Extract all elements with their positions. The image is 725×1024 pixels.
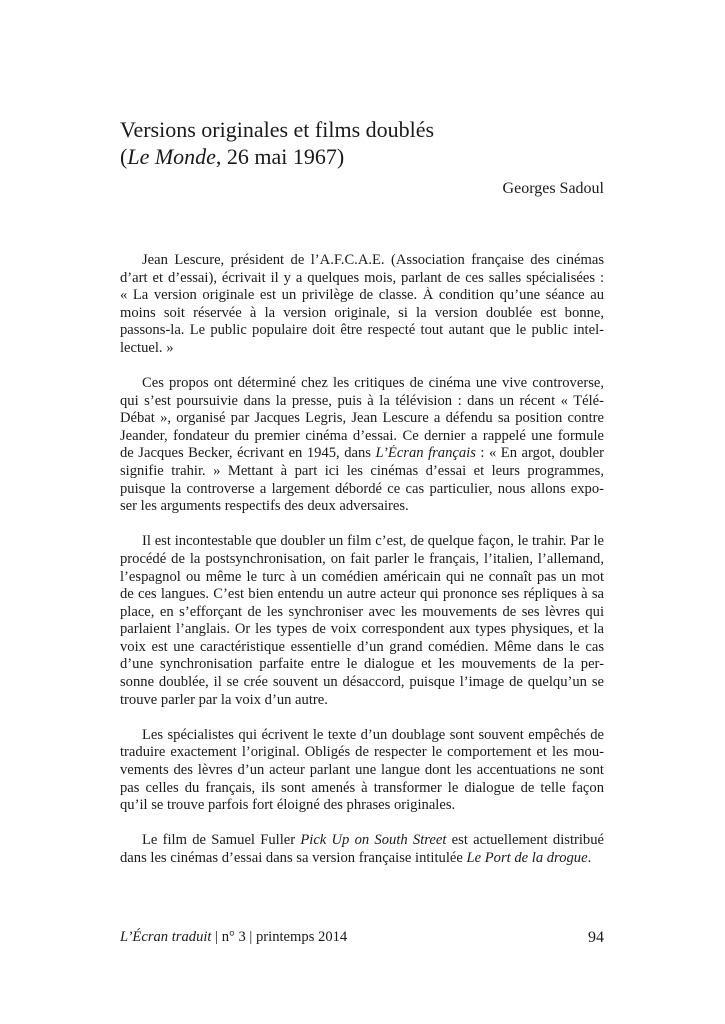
text-line	[120, 463, 604, 481]
text-span: d’une synchronisation parfaite entre le dialogue et les mouvements de la per-	[120, 656, 604, 673]
text-span: Jeander, fondateur du premier cinéma d’essai. Ce dernier a rappelé une formule	[120, 427, 604, 444]
text-span: Débat », organisé par Jacques Legris, Jean Lescure a défendu sa position contre	[120, 410, 604, 427]
text-line	[120, 674, 604, 692]
text-span: signifie trahir. » Mettant à part ici les cinémas d’essai et leurs programmes,	[120, 463, 604, 480]
author-name: Georges Sadoul	[502, 180, 604, 197]
text-line	[120, 340, 604, 358]
text-span: ser les arguments respectifs des deux adversaires.	[120, 498, 409, 515]
text-span: dans les cinémas d’essai dans sa version française intitulée	[120, 849, 467, 866]
text-span: qu’il se trouve parfois fort éloigné des phrases originales.	[120, 797, 456, 814]
text-line	[120, 252, 604, 270]
journal-title: L’Écran traduit	[120, 929, 212, 945]
text-span: qui s’est poursuivie dans la presse, puis à la télévision : dans un récent « Télé-	[120, 392, 604, 409]
text-line	[120, 692, 604, 710]
text-span: de Jacques Becker, écrivant en 1945, dans	[120, 445, 376, 462]
text-line	[120, 551, 604, 569]
text-line	[120, 270, 604, 288]
text-line	[120, 533, 604, 551]
text-line	[120, 305, 604, 323]
text-span: de ces langues. C’est bien entendu un autre acteur qui prononce ses répliques à sa	[120, 586, 604, 603]
text-line	[120, 393, 604, 411]
title-paren: (	[120, 144, 128, 169]
text-span: est actuellement distribué	[446, 832, 604, 849]
newspaper-name: Le Monde	[127, 144, 216, 169]
page-number: 94	[588, 929, 604, 946]
text-line	[120, 428, 604, 446]
paragraph	[120, 727, 604, 815]
text-line	[120, 498, 604, 516]
text-span: vements des lèvres d’un acteur parlant une langue dont les accentuations ne sont	[120, 761, 604, 778]
text-span: lectuel. »	[120, 339, 174, 356]
text-span: procédé de la postsynchronisation, on fait parler le français, l’italien, l’allemand,	[120, 550, 604, 567]
text-line	[120, 656, 604, 674]
italic-title: Le Port de la drogue	[466, 849, 588, 866]
text-line	[120, 797, 604, 815]
article-body	[120, 252, 604, 885]
text-line	[120, 780, 604, 798]
title-date: , 26 mai 1967)	[215, 144, 345, 169]
page-footer	[120, 929, 604, 946]
text-span: Il est incontestable que doubler un film c’est, de quelque façon, le trahir. Par le	[142, 533, 604, 550]
text-line	[120, 604, 604, 622]
text-span: : « En argot, doubler	[475, 445, 604, 462]
text-span: parlaient l’anglais. Or les types de voix correspondent aux types physiques, et la	[120, 621, 604, 638]
text-span: l’espagnol ou même le turc à un comédien américain qui ne connaît pas un mot	[120, 568, 604, 585]
text-line	[120, 832, 604, 850]
text-line	[120, 445, 604, 463]
text-span: .	[587, 849, 592, 866]
journal-issue: | n° 3 | printemps 2014	[211, 929, 348, 945]
text-line	[120, 586, 604, 604]
text-span: voix est une caractéristique essentielle d’un grand comédien. Même dans le cas	[120, 638, 604, 655]
text-line	[120, 850, 604, 868]
italic-title: L’Écran français	[375, 445, 476, 462]
text-span: Le film de Samuel Fuller	[142, 832, 301, 849]
text-span: moins soit réservée à la version originale, si la version doublée est bonne,	[120, 304, 604, 321]
text-line	[120, 727, 604, 745]
italic-title: Pick Up on South Street	[300, 832, 447, 849]
text-span: passons-la. Le public populaire doit être respecté tout autant que le public intel-	[120, 322, 604, 339]
text-line	[120, 744, 604, 762]
text-span: sonne doublée, il se crée souvent un désaccord, puisque l’image de quelqu’un se	[120, 674, 604, 691]
paragraph	[120, 252, 604, 358]
text-line	[120, 621, 604, 639]
text-span: Jean Lescure, président de l’A.F.C.A.E. (Association française des cinémas	[142, 252, 604, 268]
paragraph	[120, 533, 604, 709]
text-span: d’art et d’essai), écrivait il y a quelques mois, parlant de ces salles spécialisées :	[120, 269, 604, 286]
text-line	[120, 287, 604, 305]
text-line	[120, 410, 604, 428]
text-span: place, en s’efforçant de les synchroniser avec les mouvements de ses lèvres qui	[120, 603, 604, 620]
text-span: trouve parler par la voix d’un autre.	[120, 691, 328, 708]
title-line-2	[120, 143, 434, 170]
article-title	[120, 116, 434, 170]
text-line	[120, 569, 604, 587]
text-line	[120, 481, 604, 499]
text-line	[120, 639, 604, 657]
text-line	[120, 375, 604, 393]
text-span: « La version originale est un privilège de classe. À condition qu’une séance au	[120, 287, 604, 304]
paragraph	[120, 832, 604, 867]
text-span: traduire exactement l’original. Obligés de respecter le comportement et les mou-	[120, 744, 604, 761]
paragraph	[120, 375, 604, 516]
text-span: Les spécialistes qui écrivent le texte d’un doublage sont souvent empêchés de	[142, 726, 604, 743]
text-span: puisque la controverse a largement débordé ce cas particulier, nous allons expo-	[120, 480, 604, 497]
text-span: pas celles du français, ils sont amenés à transformer le dialogue de telle façon	[120, 779, 604, 796]
text-line	[120, 762, 604, 780]
text-line	[120, 322, 604, 340]
title-line-1: Versions originales et films doublés	[120, 117, 435, 142]
text-span: Ces propos ont déterminé chez les critiques de cinéma une vive controverse,	[142, 375, 604, 392]
